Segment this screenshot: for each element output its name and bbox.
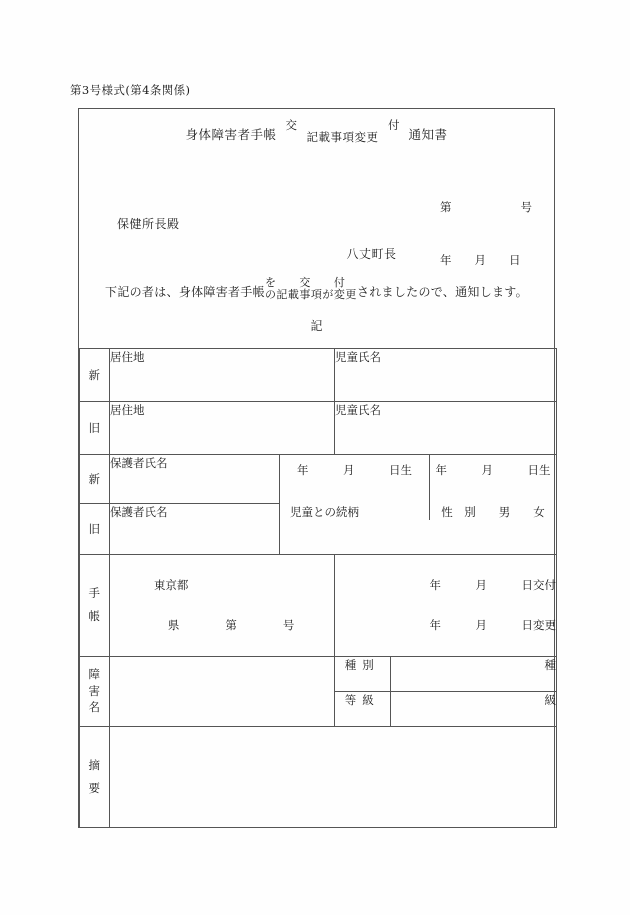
form-title-stacked-lower: 記載事項変更 <box>306 130 379 145</box>
field-label-issue-date: 年 月 日交付 <box>429 578 556 593</box>
issuer-label: 八丈町長 <box>346 247 397 261</box>
addressee-label: 保健所長殿 <box>117 217 180 231</box>
field-label-birthdate-2: 年 月 日生 <box>435 463 551 477</box>
row-label-guardian-new: 新 <box>80 455 110 504</box>
row-label-remarks <box>80 726 110 827</box>
field-techou-dates[interactable] <box>335 555 557 657</box>
field-label-type: 種別 <box>335 657 390 692</box>
row-label-remarks-chars: 摘 要 <box>88 757 101 795</box>
form-table <box>79 348 557 828</box>
form-frame <box>78 108 555 828</box>
field-label-guardian-name: 保護者氏名 <box>110 505 168 519</box>
row-label-disability-chars: 障 害 名 <box>88 667 101 715</box>
field-birthdate-relation-group <box>280 455 557 555</box>
subrow-grade <box>335 691 556 726</box>
field-guardian-new-name[interactable] <box>110 455 280 504</box>
field-label-residence: 居住地 <box>110 350 145 364</box>
table-row-residence-old <box>80 402 557 455</box>
disability-subtable <box>335 657 556 726</box>
form-title-stacked-upper: 交 付 <box>285 118 409 132</box>
form-title-tail: 通知書 <box>408 126 448 142</box>
field-label-child-name: 児童氏名 <box>335 403 381 417</box>
row-label-guardian-old: 旧 <box>80 504 110 555</box>
field-label-change-date: 年 月 日変更 <box>429 618 556 633</box>
field-value-grade-unit[interactable]: 級 <box>544 692 556 707</box>
subrow-type <box>335 657 556 692</box>
table-row-disability <box>80 656 557 726</box>
field-label-child-name: 児童氏名 <box>335 350 381 364</box>
table-row-guardian-new <box>80 455 557 504</box>
notification-stacked <box>265 277 357 301</box>
field-residence-old-address[interactable] <box>110 402 335 455</box>
field-birthdate-relation[interactable] <box>280 455 430 520</box>
field-disability-detail-group <box>335 656 557 726</box>
notification-stacked-upper: を 交 付 <box>264 276 346 289</box>
table-row-residence-new <box>80 349 557 402</box>
field-value-type-unit[interactable]: 種 <box>390 657 556 692</box>
row-label-residence-old: 旧 <box>80 402 110 455</box>
field-residence-new-childname[interactable] <box>335 349 557 402</box>
form-number-label: 第3号様式(第4条関係) <box>70 83 191 97</box>
notification-tail: されましたので、通知します。 <box>356 284 528 299</box>
row-label-residence-new: 新 <box>80 349 110 402</box>
field-label-guardian-name: 保護者氏名 <box>110 456 168 470</box>
form-title <box>79 119 554 144</box>
row-label-disability <box>80 656 110 726</box>
field-label-ken-number: 県 第 号 <box>167 618 295 633</box>
document-number-line: 第 号 <box>440 199 532 214</box>
notification-lead: 下記の者は、身体障害者手帳 <box>105 284 265 299</box>
row-label-techou <box>80 555 110 657</box>
field-label-relation: 児童との続柄 <box>290 505 359 519</box>
field-residence-new-address[interactable] <box>110 349 335 402</box>
field-label-grade: 等級 <box>335 691 390 726</box>
field-guardian-old-name[interactable] <box>110 504 280 555</box>
field-label-residence: 居住地 <box>110 403 145 417</box>
field-label-tokyo: 東京都 <box>153 578 189 593</box>
field-techou-number[interactable] <box>110 555 335 657</box>
field-label-birthdate: 年 月 日生 <box>297 463 412 477</box>
table-row-remarks <box>80 726 557 827</box>
field-remarks[interactable] <box>110 726 557 827</box>
field-birthdate-gender[interactable] <box>430 455 556 520</box>
table-row-techou <box>80 555 557 657</box>
field-label-gender: 性 別 男 女 <box>441 505 545 519</box>
document-date-line: 年 月 日 <box>440 253 521 268</box>
form-title-main: 身体障害者手帳 <box>185 126 277 142</box>
form-title-stacked <box>277 119 409 144</box>
row-label-techou-chars: 手 帳 <box>88 586 101 624</box>
form-masthead <box>79 109 554 348</box>
field-disability-name[interactable] <box>110 656 335 726</box>
ki-label: 記 <box>310 319 323 333</box>
notification-stacked-lower: の記載事項が変更 <box>264 287 357 301</box>
notification-sentence <box>79 277 554 301</box>
field-residence-old-childname[interactable] <box>335 402 557 455</box>
